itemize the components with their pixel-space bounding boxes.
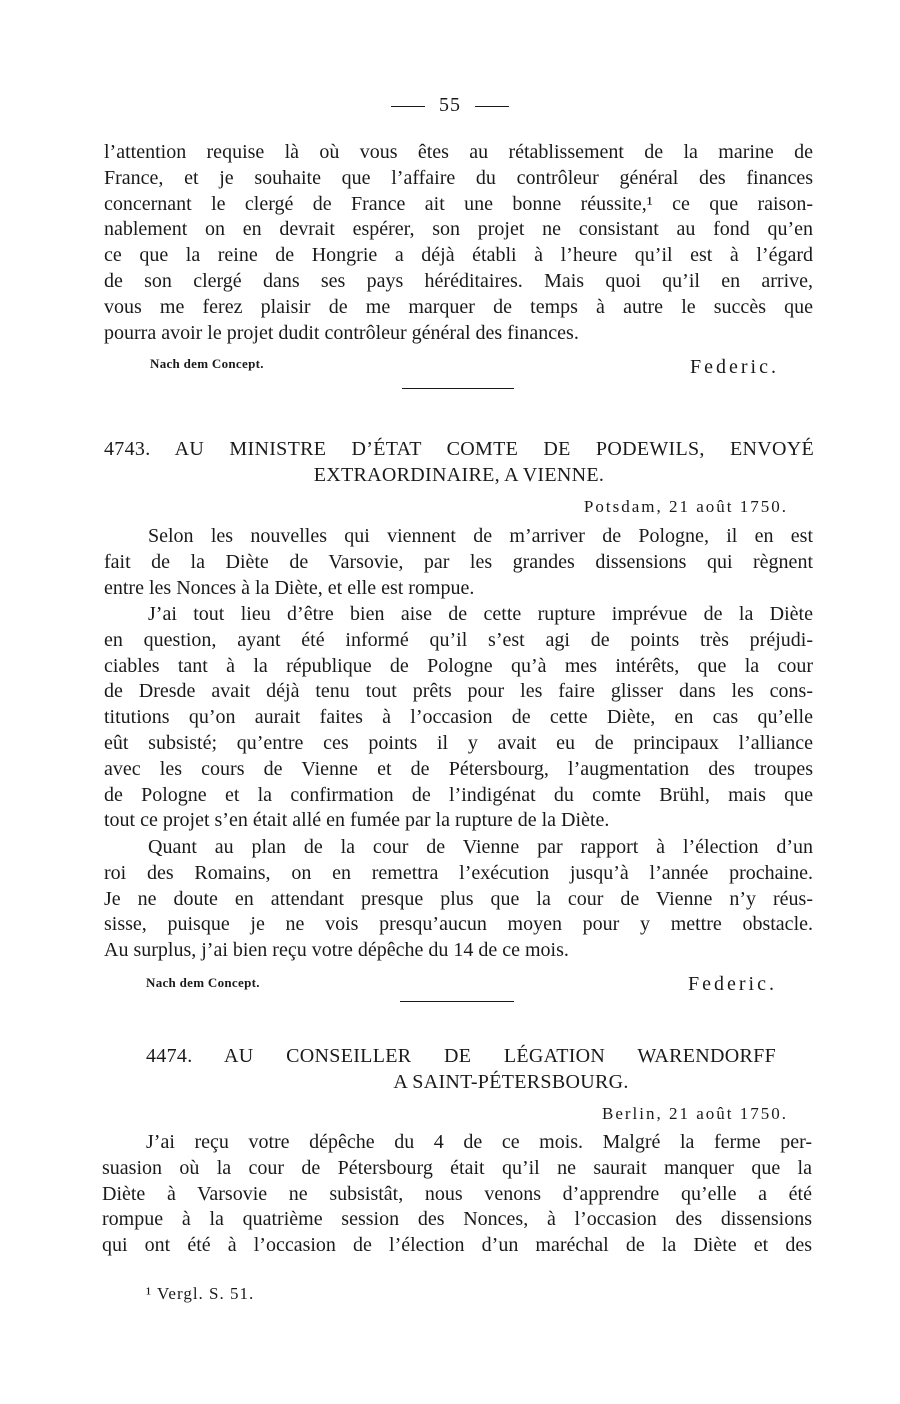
letter1-heading-line2: EXTRAORDINAIRE, A VIENNE. <box>313 464 605 486</box>
text-line: de Pologne et la confirmation de l’indigénat du comte Brühl, mais que <box>104 783 813 806</box>
text-line: qui ont été à l’occasion de l’élection d’un maréchal de la Diète et des <box>102 1234 812 1257</box>
text-line: suasion où la cour de Pétersbourg était qu’il ne saurait manquer que la <box>102 1156 812 1179</box>
section1-paragraph <box>104 140 813 346</box>
text-line: ciables tant à la république de Pologne qu’à mes intérêts, que la cour <box>104 654 813 677</box>
text-line: avec les cours de Vienne et de Pétersbourg, l’augmentation des troupes <box>104 757 813 780</box>
text-line: pourra avoir le projet dudit contrôleur général des finances. <box>104 321 579 344</box>
text-line: France, et je souhaite que l’affaire du contrôleur général des finances <box>104 166 813 189</box>
letter1-heading <box>104 436 814 488</box>
text-line: roi des Romains, on en remettra l’exécution jusqu’à l’année prochaine. <box>104 861 813 884</box>
page-number-right-dash <box>475 106 509 107</box>
section1-signature: Federic. <box>690 356 779 378</box>
text-line: sisse, puisque je ne vois presqu’aucun moyen pour y mettre obstacle. <box>104 913 813 936</box>
text-line: rompue à la quatrième session des Nonces, à l’occasion des dissensions <box>102 1208 812 1231</box>
text-line: Au surplus, j’ai bien reçu votre dépêche du 14 de ce mois. <box>104 939 569 962</box>
text-line: fait de la Diète de Varsovie, par les grandes dissensions qui règnent <box>104 550 813 573</box>
text-line: concernant le clergé de France ait une bonne réussite,¹ ce que raison- <box>104 192 813 215</box>
letter1-paragraph-2 <box>104 602 813 834</box>
page-number <box>0 94 900 117</box>
letter1-concept-note: Nach dem Concept. <box>146 975 260 990</box>
text-line: Diète à Varsovie ne subsistât, nous venons d’apprendre qu’elle a été <box>102 1182 812 1205</box>
text-line: J’ai tout lieu d’être bien aise de cette rupture imprévue de la Diète <box>148 603 813 625</box>
section1-concept-note: Nach dem Concept. <box>150 356 264 371</box>
letter2-heading-line2: A SAINT-PÉTERSBOURG. <box>393 1071 629 1093</box>
letter2-paragraph-1 <box>102 1130 812 1259</box>
text-line: l’attention requise là où vous êtes au rétablissement de la marine de <box>104 141 813 163</box>
letter2-dateline: Berlin, 21 août 1750. <box>601 1104 788 1123</box>
text-line: eût subsisté; qu’entre ces points il y avait eu de principaux l’alliance <box>104 731 813 754</box>
letter1-paragraph-3 <box>104 835 813 964</box>
text-line: Quant au plan de la cour de Vienne par rapport à l’élection d’un <box>148 836 813 858</box>
letter2-heading-line1: 4474. AU CONSEILLER DE LÉGATION WARENDORFF <box>146 1045 776 1067</box>
text-line: Selon les nouvelles qui viennent de m’arriver de Pologne, il en est <box>148 525 813 547</box>
text-line: en question, ayant été informé qu’il s’est agi de points très préjudi- <box>104 628 813 651</box>
text-line: de Dresde avait déjà tenu tout prêts pour les faire glisser dans les cons- <box>104 680 813 703</box>
text-line: tout ce projet s’en était allé en fumée par la rupture de la Diète. <box>104 809 610 832</box>
letter1-heading-line1: 4743. AU MINISTRE D’ÉTAT COMTE DE PODEWILS, ENVOYÉ <box>104 438 814 460</box>
letter1-signature: Federic. <box>688 973 777 995</box>
letter2-heading <box>146 1043 776 1095</box>
text-line: titutions qu’on aurait faites à l’occasion de cette Diète, en cas qu’elle <box>104 706 813 729</box>
text-line: vous me ferez plaisir de me marquer de temps à autre le succès que <box>104 295 813 318</box>
section-divider <box>400 1001 514 1002</box>
page-number-value: 55 <box>439 94 461 116</box>
section-divider <box>402 388 514 389</box>
footnote: ¹ Vergl. S. 51. <box>146 1284 255 1303</box>
letter1-paragraph-1 <box>104 524 813 601</box>
text-line: de son clergé dans ses pays héréditaires. Mais quoi qu’il en arrive, <box>104 269 813 292</box>
page-number-left-dash <box>391 106 425 107</box>
letter1-dateline: Potsdam, 21 août 1750. <box>583 497 788 516</box>
text-line: Je ne doute en attendant presque plus que la cour de Vienne n’y réus- <box>104 887 813 910</box>
text-line: ce que la reine de Hongrie a déjà établi à l’heure qu’il est à l’égard <box>104 244 813 267</box>
text-line: nablement on en devrait espérer, son projet ne consistant au fond qu’en <box>104 218 813 241</box>
text-line: entre les Nonces à la Diète, et elle est rompue. <box>104 576 475 599</box>
text-line: J’ai reçu votre dépêche du 4 de ce mois. Malgré la ferme per- <box>146 1131 812 1153</box>
